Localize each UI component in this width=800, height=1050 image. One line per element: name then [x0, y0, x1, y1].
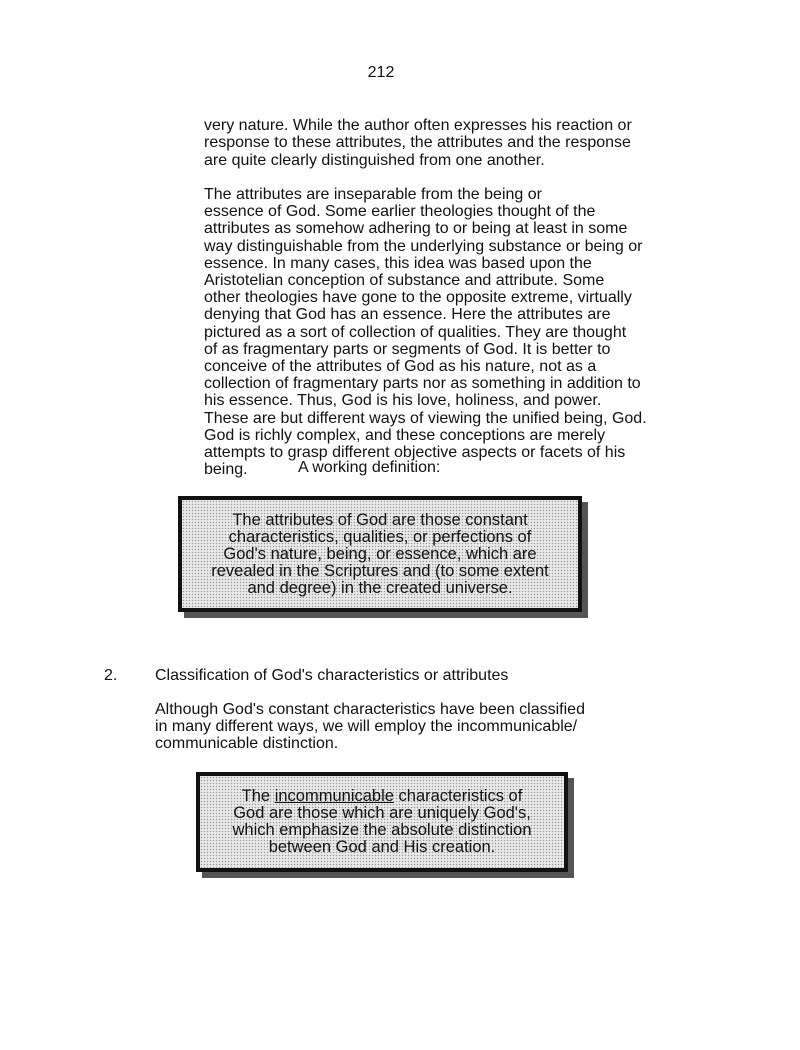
incommunicable-box: [196, 772, 568, 872]
paragraph: very nature. While the author often expresses his reaction or response to these attributes, the attributes and the response are quite clearly distinguished from one another.: [204, 117, 632, 169]
body-text: [204, 100, 724, 496]
incommunicable-term: incommunicable: [274, 787, 394, 805]
paragraph: The attributes are inseparable from the being or essence of God. Some earlier theologies thought of the attributes as somehow adhering to or being at least in some way distinguishable from the underlying substance or being or essence. In many cases, this idea was based upon the Aristotelian conception of substance and attribute. Some other theologies have gone to the opposite extreme, virtually denying that God has an essence. Here the attributes are pictured as a sort of collection of qualities. They are thought of as fragmentary parts or segments of God. It is better to conceive of the attributes of God as his nature, not as a collection of fragmentary parts nor as something in addition to his essence. Thus, God is his love, holiness, and power. These are but different ways of viewing the unified being, God. God is richly complex, and these conceptions are merely attempts to grasp different objective aspects or facets of his being.: [204, 186, 647, 479]
section-paragraph: Although God's constant characteristics have been classified in many different ways, we will employ the incommunicable/ communicable distinction.: [155, 701, 585, 753]
section-title: Classification of God's characteristics or attributes: [155, 667, 509, 684]
incommunicable-text: [232, 788, 531, 856]
section-number: 2.: [104, 667, 118, 684]
definition-text: The attributes of God are those constant characteristics, qualities, or perfections of God's nature, being, or essence, which are revealed in the Scriptures and (to some extent and degree) in the created universe.: [211, 510, 549, 597]
working-definition-label: A working definition:: [298, 459, 441, 476]
page-number: 212: [367, 64, 395, 81]
incommunicable-rest: characteristics of God are those which are uniquely God's, which emphasize the absolute distinction between God and His creation.: [232, 787, 532, 856]
incommunicable-prefix: The: [241, 787, 275, 805]
definition-box: [178, 496, 582, 612]
